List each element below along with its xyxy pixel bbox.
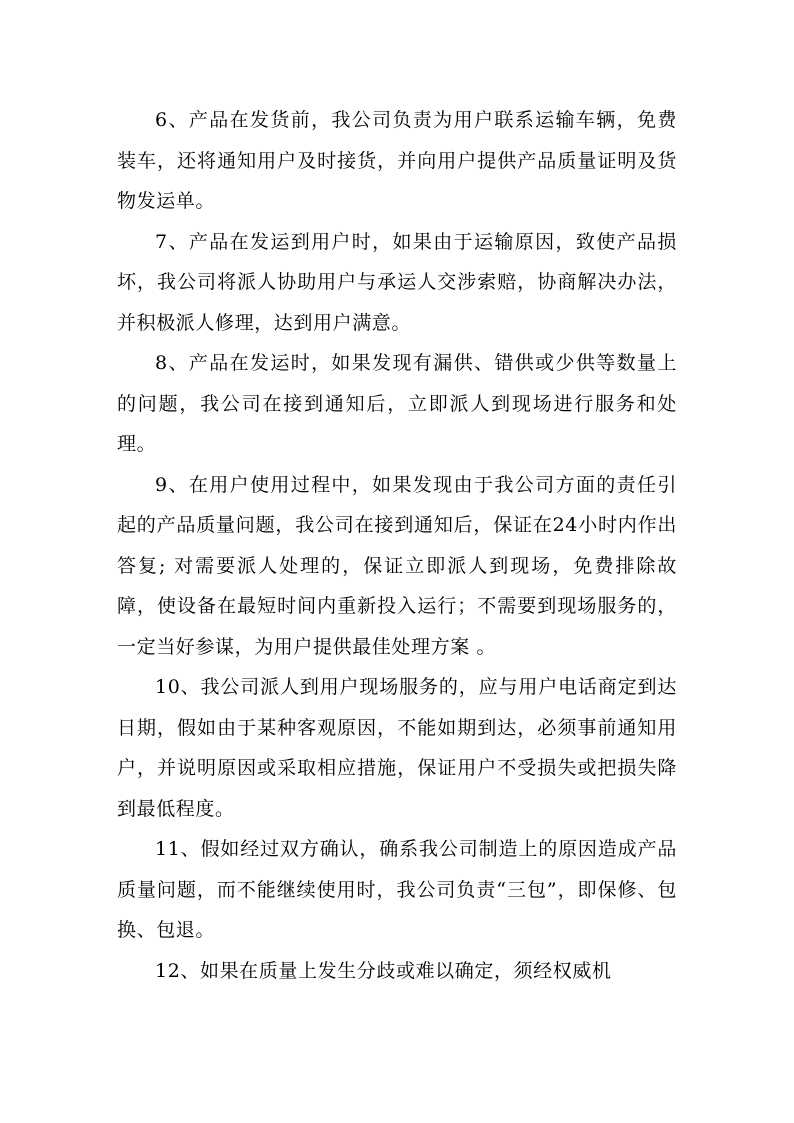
paragraph-8: 8、产品在发运时，如果发现有漏供、错供或少供等数量上的问题，我公司在接到通知后，立即派人到现场进行服务和处理。 xyxy=(117,352,677,455)
paragraph-12: 12、如果在质量上发生分歧或难以确定，须经权威机 xyxy=(155,959,612,982)
document-body xyxy=(117,100,677,991)
paragraph-9: 9、在用户使用过程中，如果发现由于我公司方面的责任引起的产品质量问题，我公司在接到通知后，保证在24小时内作出答复; 对需要派人处理的，保证立即派人到现场，免费排除故障，使设备在最短时间内重新投入运行；不需要到现场服务的，一定当好参谋，为用户提供最佳处理方案 。 xyxy=(117,473,677,658)
paragraph-6: 6、产品在发货前，我公司负责为用户联系运输车辆，免费装车，还将通知用户及时接货，并向用户提供产品质量证明及货物发运单。 xyxy=(117,109,677,212)
paragraph-7: 7、产品在发运到用户时，如果由于运输原因，致使产品损坏，我公司将派人协助用户与承运人交涉索赔，协商解决办法，并积极派人修理，达到用户满意。 xyxy=(117,230,677,334)
paragraph-11: 11、假如经过双方确认，确系我公司制造上的原因造成产品质量问题，而不能继续使用时，我公司负责“三包”，即保修、包换、包退。 xyxy=(117,838,677,941)
paragraph-10: 10、我公司派人到用户现场服务的，应与用户电话商定到达日期，假如由于某种客观原因，不能如期到达，必须事前通知用户，并说明原因或采取相应措施，保证用户不受损失或把损失降到最低程度。 xyxy=(117,676,677,820)
